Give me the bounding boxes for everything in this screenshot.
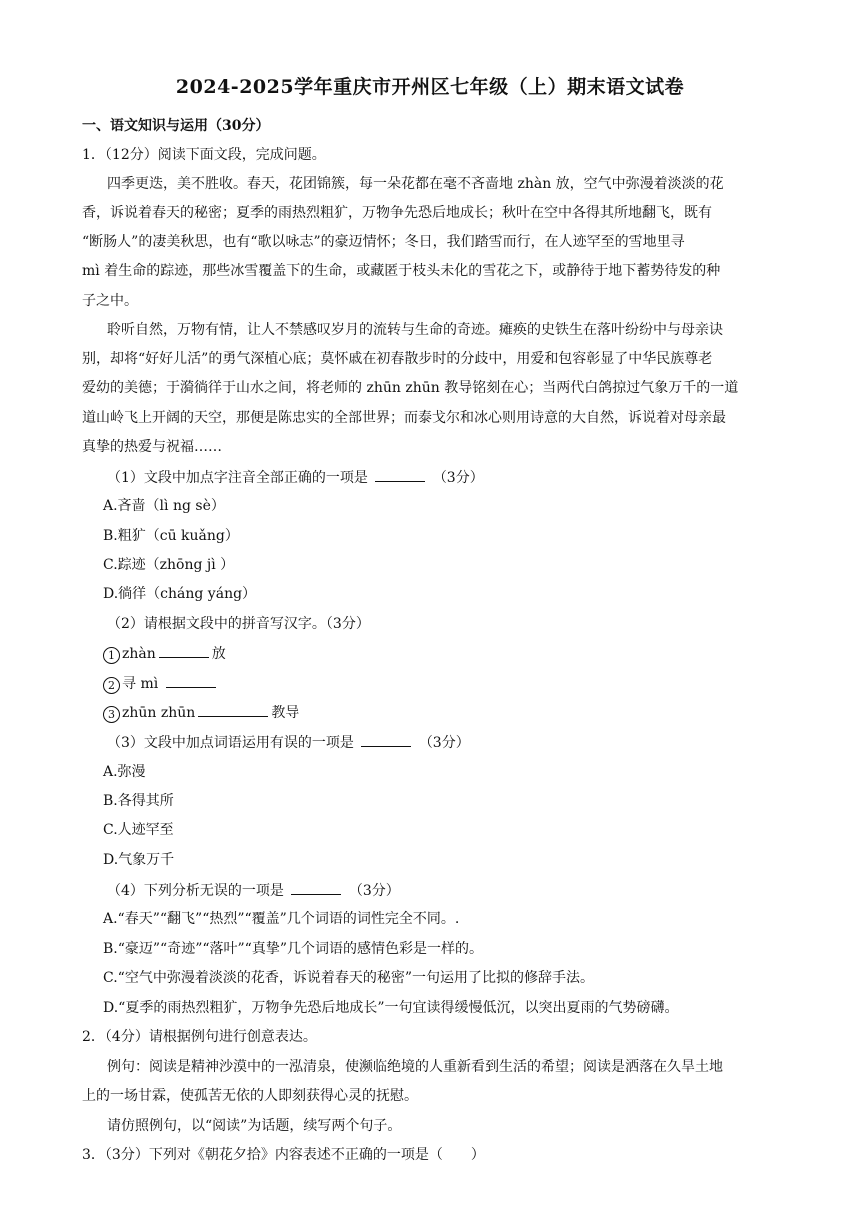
answer-blank[interactable] (361, 732, 411, 747)
sub-question-3-score: （3分） (418, 735, 470, 751)
option-d: D.徜徉（cháng yáng） (103, 586, 257, 602)
option-a: A.吝啬（lì ng sè） (103, 498, 225, 514)
sub-question-1 (107, 467, 807, 488)
passage-p2-line-3: 爱幼的美德；于漪徜徉于山水之间，将老师的 zhūn zhūn 教导铭刻在心；当两代白鸽掠过气象万千的一道 (82, 380, 739, 396)
passage-p1-line-4: mì 着生命的踪迹，那些冰雪覆盖下的生命，或藏匿于枝头未化的雪花之下，或静待于地下蓄势待发的种 (82, 263, 721, 279)
circled-number: 3 (103, 706, 120, 723)
pinyin-text: 寻 mì (122, 676, 159, 692)
answer-blank[interactable] (159, 643, 209, 658)
pinyin-text: zhūn zhūn (122, 705, 196, 721)
option-d: D.“夏季的雨热烈粗犷，万物争先恐后地成长”一句宜读得缓慢低沉，以突出夏雨的气势磅礴。 (103, 1000, 679, 1016)
passage-p2-line-4: 道山岭飞上开阔的天空，那便是陈忠实的全部世界；而泰戈尔和冰心则用诗意的大自然，诉说着对母亲最 (82, 410, 726, 426)
passage-p2-line-1: 聆听自然，万物有情，让人不禁感叹岁月的流转与生命的奇迹。瘫痪的史铁生在落叶纷纷中与母亲诀 (107, 322, 723, 338)
sub-question-1-prompt: （1）文段中加点字注音全部正确的一项是 (107, 470, 368, 486)
pinyin-text: zhàn (122, 646, 156, 662)
passage-p1-line-5: 子之中。 (82, 293, 138, 309)
pinyin-item-3 (103, 702, 803, 723)
question-2-instruction: 请仿照例句，以“阅读”为话题，续写两个句子。 (107, 1118, 402, 1134)
option-b: B.“豪迈”“奇迹”“落叶”“真挚”几个词语的感情色彩是一样的。 (103, 941, 483, 957)
sub-question-4 (107, 880, 807, 901)
passage-p1-line-2: 香，诉说着春天的秘密；夏季的雨热烈粗犷，万物争先恐后地成长；秋叶在空中各得其所地翻飞，既有 (82, 205, 712, 221)
answer-blank[interactable] (375, 467, 425, 482)
question-1-heading: 1．（12分）阅读下面文段，完成问题。 (82, 147, 326, 163)
pinyin-item-1 (103, 643, 803, 664)
answer-blank[interactable] (198, 702, 268, 717)
option-c: C.“空气中弥漫着淡淡的花香，诉说着春天的秘密”一句运用了比拟的修辞手法。 (103, 970, 594, 986)
exam-title: 2024-2025学年重庆市开州区七年级（上）期末语文试卷 (175, 76, 685, 98)
sub-question-1-score: （3分） (432, 470, 484, 486)
option-a: A.“春天”“翻飞”“热烈”“覆盖”几个词语的词性完全不同。. (103, 911, 460, 927)
option-b: B.粗犷（cū kuǎng） (103, 528, 239, 544)
suffix-text: 放 (211, 646, 226, 662)
sub-question-3-prompt: （3）文段中加点词语运用有误的一项是 (107, 735, 354, 751)
option-c: C.人迹罕至 (103, 822, 174, 838)
sub-question-4-prompt: （4）下列分析无误的一项是 (107, 883, 284, 899)
sub-question-3 (107, 732, 807, 753)
passage-p2-line-5: 真挚的热爱与祝福…… (82, 439, 222, 455)
sub-question-2-prompt: （2）请根据文段中的拼音写汉字。（3分） (107, 616, 370, 632)
question-2-heading: 2．（4分）请根据例句进行创意表达。 (82, 1029, 317, 1045)
option-b: B.各得其所 (103, 793, 174, 809)
pinyin-item-2 (103, 673, 803, 694)
option-d: D.气象万千 (103, 852, 175, 868)
passage-p2-line-2: 别，却将“好好儿活”的勇气深植心底；莫怀戚在初春散步时的分歧中，用爱和包容彰显了中华民族尊老 (82, 351, 713, 367)
option-c: C.踪迹（zhōng jì ） (103, 557, 235, 573)
question-3-heading: 3．（3分）下列对《朝花夕拾》内容表述不正确的一项是（ ） (82, 1147, 485, 1163)
passage-p1-line-1: 四季更迭，美不胜收。春天，花团锦簇，每一朵花都在毫不吝啬地 zhàn 放，空气中弥漫着淡淡的花 (107, 176, 724, 192)
suffix-text: 教导 (271, 705, 300, 721)
answer-blank[interactable] (166, 673, 216, 688)
sub-question-4-score: （3分） (348, 883, 400, 899)
circled-number: 2 (103, 677, 120, 694)
answer-blank[interactable] (291, 880, 341, 895)
circled-number: 1 (103, 647, 120, 664)
example-line-2: 上的一场甘霖，使孤苦无依的人即刻获得心灵的抚慰。 (82, 1088, 418, 1104)
option-a: A.弥漫 (103, 764, 146, 780)
example-line-1: 例句：阅读是精神沙漠中的一泓清泉，使濒临绝境的人重新看到生活的希望；阅读是洒落在久旱土地 (107, 1059, 723, 1075)
section-heading: 一、语文知识与运用（30分） (82, 118, 270, 134)
passage-p1-line-3: “断肠人”的凄美秋思，也有“歌以咏志”的豪迈情怀；冬日，我们踏雪而行，在人迹罕至的雪地里寻 (82, 234, 685, 250)
